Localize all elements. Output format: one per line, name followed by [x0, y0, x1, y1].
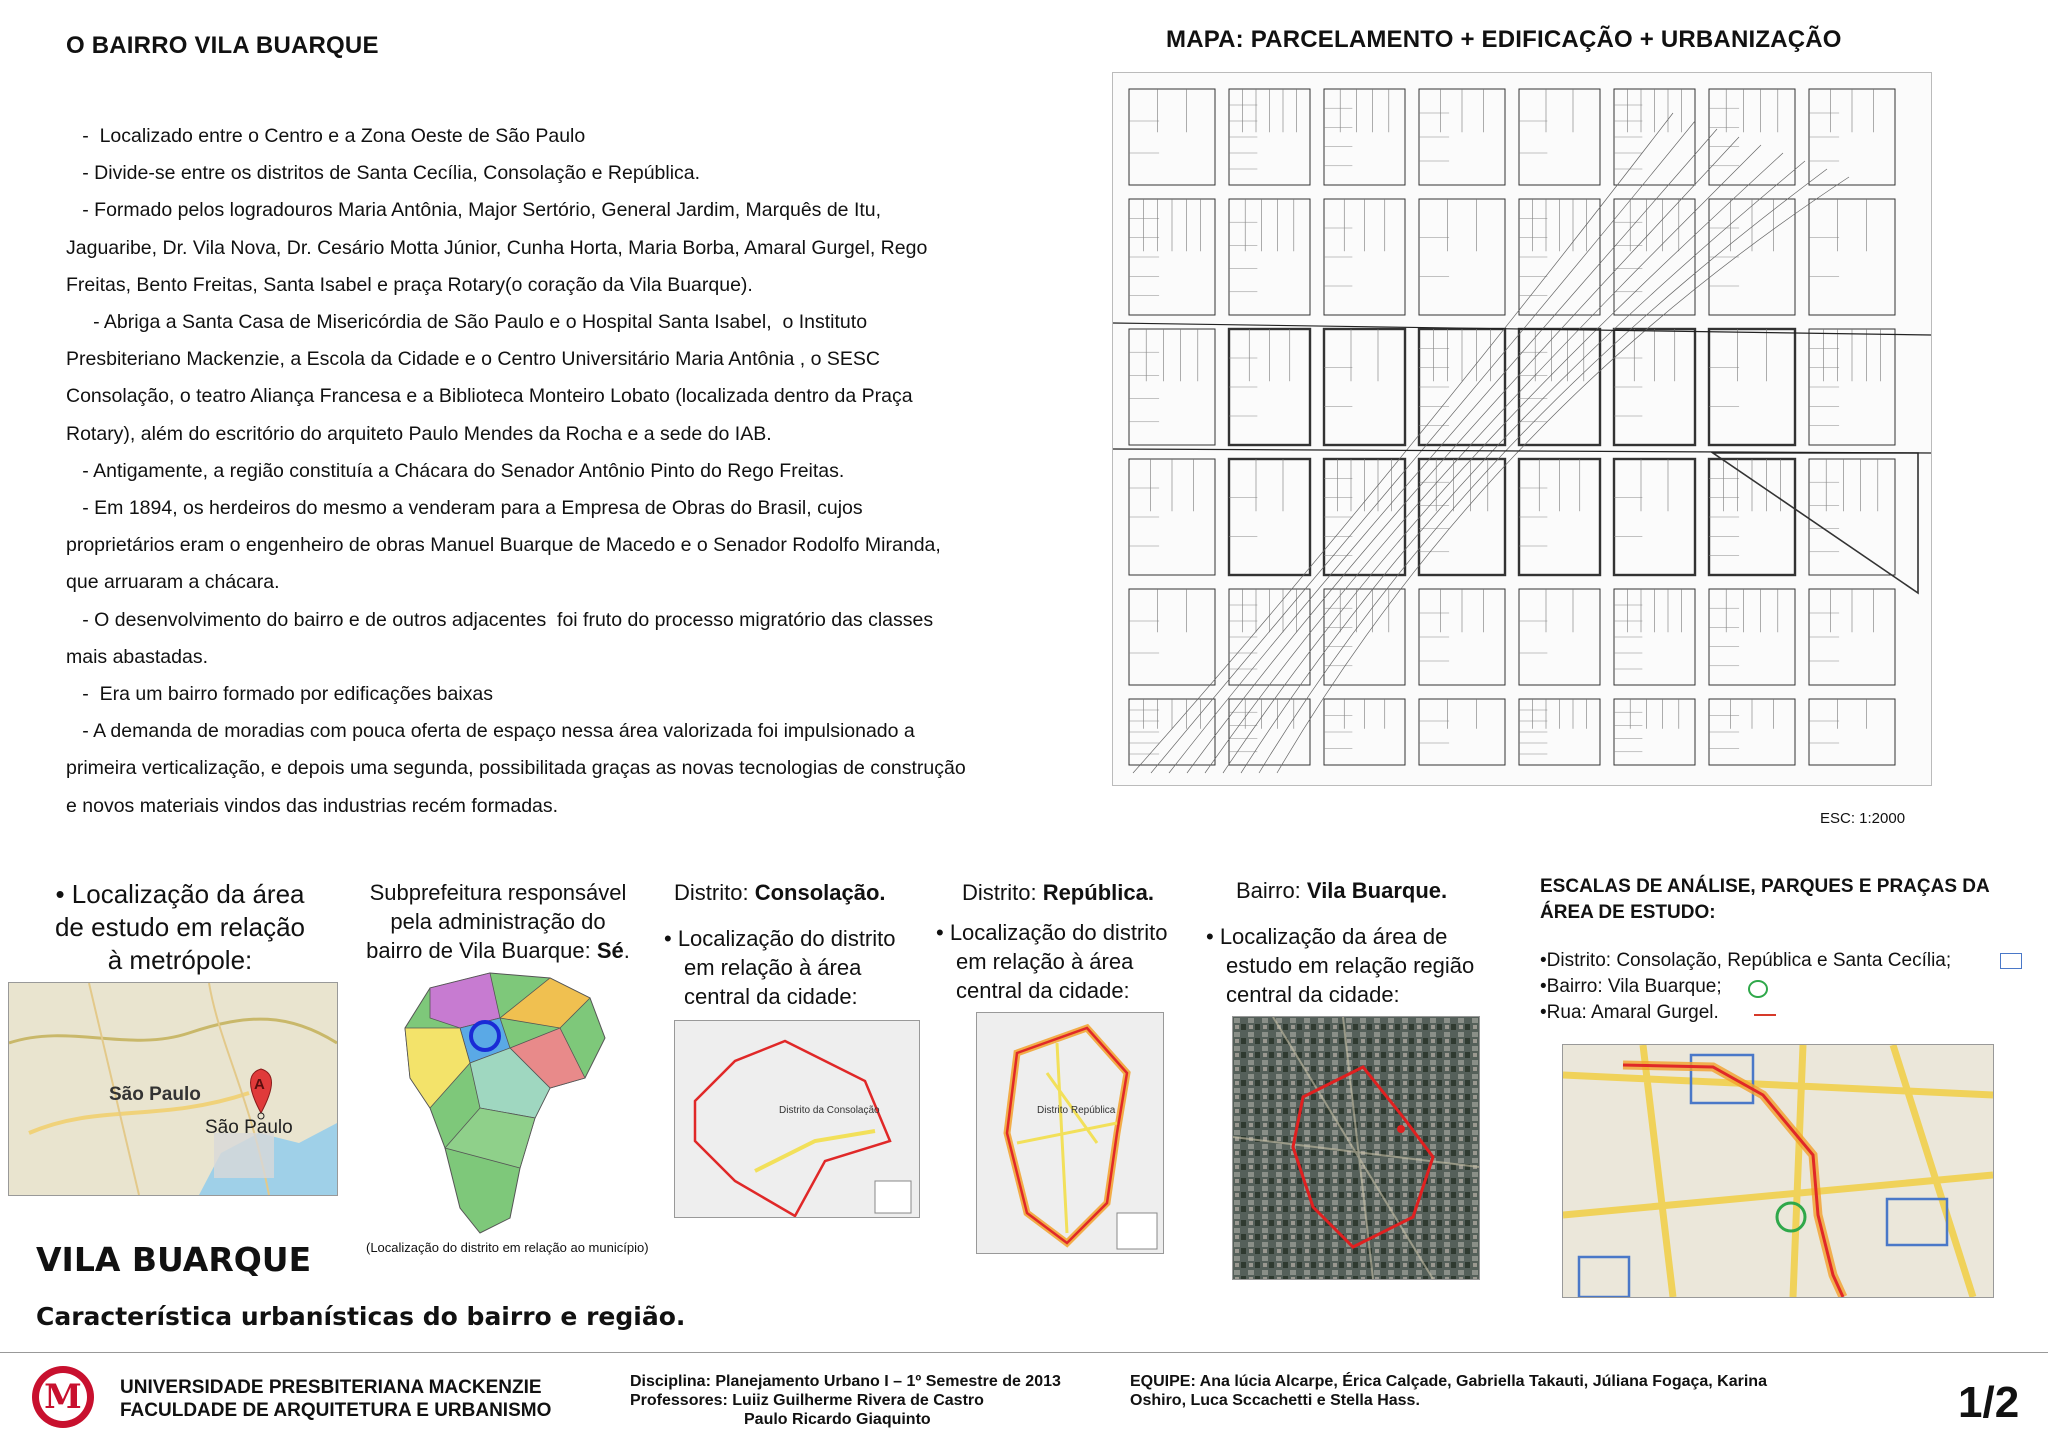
intro-line: e novos materiais vindos das industrias recém formadas. — [66, 794, 559, 817]
metropole-city-label-2: São Paulo — [205, 1117, 293, 1138]
intro-line: - Divide-se entre os distritos de Santa Cecília, Consolação e República. — [66, 162, 701, 185]
intro-line: - Era um bairro formado por edificações baixas — [66, 683, 494, 706]
section-title: VILA BUARQUE — [36, 1240, 312, 1279]
intro-line: - Em 1894, os herdeiros do mesmo a venderam para a Empresa de Obras do Brasil, cujos — [66, 497, 863, 520]
republica-map-label: Distrito República — [1037, 1105, 1116, 1116]
map-title: MAPA: PARCELAMENTO + EDIFICAÇÃO + URBANIZAÇÃO — [1166, 26, 1842, 53]
page-number: 1/2 — [1958, 1378, 2020, 1427]
republica-map — [976, 1012, 1164, 1254]
intro-line: - Abriga a Santa Casa de Misericórdia de São Paulo e o Hospital Santa Isabel, o Instituto — [66, 311, 868, 334]
intro-line: primeira verticalização, e depois uma segunda, possibilitada graças as novas tecnologias de construção — [66, 757, 966, 780]
intro-line: - Localizado entre o Centro e a Zona Oeste de São Paulo — [66, 125, 586, 147]
intro-line: Rotary), além do escritório do arquiteto Paulo Mendes da Rocha e a sede do IAB. — [66, 422, 772, 445]
metropole-caption: • Localização da área de estudo em relação à metrópole: — [54, 879, 306, 975]
republica-bullets: • Localização do distrito em relação à área central da cidade: — [936, 920, 1168, 1003]
intro-line: proprietários eram o engenheiro de obras Manuel Buarque de Macedo e o Senador Rodolfo Miranda, — [66, 534, 941, 557]
professors: Professores: Luiiz Guilherme Rivera de Castro — [630, 1392, 984, 1409]
metropole-map — [8, 982, 338, 1196]
escalas-title: ESCALAS DE ANÁLISE, PARQUES E PRAÇAS DA ÁREA DE ESTUDO: — [1540, 876, 1990, 923]
escalas-map — [1562, 1044, 1994, 1298]
consolacao-map-label: Distrito da Consolação — [779, 1105, 880, 1116]
legend-rua: •Rua: Amaral Gurgel. — [1540, 1000, 1951, 1026]
university-name: UNIVERSIDADE PRESBITERIANA MACKENZIE — [120, 1377, 542, 1398]
metropole-city-label: São Paulo — [109, 1084, 201, 1105]
consolacao-bullets: • Localização do distrito em relação à área central da cidade: — [664, 926, 896, 1009]
intro-text — [66, 118, 1026, 825]
green-circle-icon — [1748, 980, 1768, 998]
consolacao-title: Distrito: Consolação. — [674, 880, 886, 905]
mackenzie-logo — [32, 1366, 94, 1428]
section-subtitle: Característica urbanísticas do bairro e região. — [36, 1302, 686, 1331]
cadastral-map — [1112, 72, 1932, 786]
cadastral-map-drawing — [1113, 73, 1931, 785]
intro-line: - Formado pelos logradouros Maria Antônia, Major Sertório, General Jardim, Marquês de Itu, — [66, 199, 882, 222]
intro-line: mais abastadas. — [66, 645, 208, 668]
consolacao-map — [674, 1020, 920, 1218]
team-block — [1130, 1372, 1767, 1410]
intro-line: - Antigamente, a região constituía a Chácara do Senador Antônio Pinto do Rego Freitas. — [66, 459, 845, 482]
faculty-name: FACULDADE DE ARQUITETURA E URBANISMO — [120, 1400, 552, 1421]
intro-line: - O desenvolvimento do bairro e de outros adjacentes foi fruto do processo migratório das classes — [66, 608, 934, 631]
map-pin-icon — [251, 1069, 272, 1119]
intro-line: Presbiteriano Mackenzie, a Escola da Cidade e o Centro Universitário Maria Antônia , o SESC — [66, 348, 880, 371]
subprefeitura-caption: Subprefeitura responsável pela administração do bairro de Vila Buarque: Sé. — [366, 880, 630, 963]
page-title: O BAIRRO VILA BUARQUE — [66, 32, 379, 59]
institution-block — [120, 1376, 551, 1422]
escalas-legend — [1540, 948, 1951, 1026]
bairro-satellite-map — [1232, 1016, 1480, 1280]
footer-divider — [0, 1352, 2048, 1353]
svg-text:A: A — [254, 1076, 265, 1093]
intro-line: Freitas, Bento Freitas, Santa Isabel e praça Rotary(o coração da Vila Buarque). — [66, 273, 753, 296]
legend-distrito: •Distrito: Consolação, República e Santa Cecília; — [1540, 948, 1951, 974]
intro-line: que arruaram a chácara. — [66, 571, 280, 594]
republica-title: Distrito: República. — [962, 880, 1154, 905]
municipality-map — [400, 968, 610, 1238]
intro-line: Jaguaribe, Dr. Vila Nova, Dr. Cesário Motta Júnior, Cunha Horta, Maria Borba, Amaral Gurgel, Rego — [66, 236, 928, 259]
bairro-bullets: • Localização da área de estudo em relação região central da cidade: — [1206, 924, 1475, 1007]
intro-line: Consolação, o teatro Aliança Francesa e a Biblioteca Monteiro Lobato (localizada dentro da Praça — [66, 385, 913, 408]
professor-2: Paulo Ricardo Giaquinto — [744, 1411, 931, 1428]
discipline: Disciplina: Planejamento Urbano I – 1º Semestre de 2013 — [630, 1373, 1061, 1390]
team-line-1: EQUIPE: Ana lúcia Alcarpe, Érica Calçade, Gabriella Takauti, Júliana Fogaça, Karina — [1130, 1373, 1767, 1390]
legend-bairro: •Bairro: Vila Buarque; — [1540, 974, 1951, 1000]
subprefeitura-footnote: (Localização do distrito em relação ao município) — [366, 1240, 649, 1255]
intro-line: - A demanda de moradias com pouca oferta de espaço nessa área valorizada foi impulsionado a — [66, 720, 915, 743]
discipline-block — [630, 1372, 1061, 1429]
map-scale: ESC: 1:2000 — [1820, 810, 1906, 827]
team-line-2: Oshiro, Luca Sccachetti e Stella Hass. — [1130, 1392, 1420, 1409]
bairro-title: Bairro: Vila Buarque. — [1236, 878, 1448, 903]
blue-rectangle-icon — [2000, 953, 2022, 969]
mackenzie-logo-letter: M — [39, 1373, 87, 1421]
red-line-icon — [1754, 1014, 1776, 1016]
